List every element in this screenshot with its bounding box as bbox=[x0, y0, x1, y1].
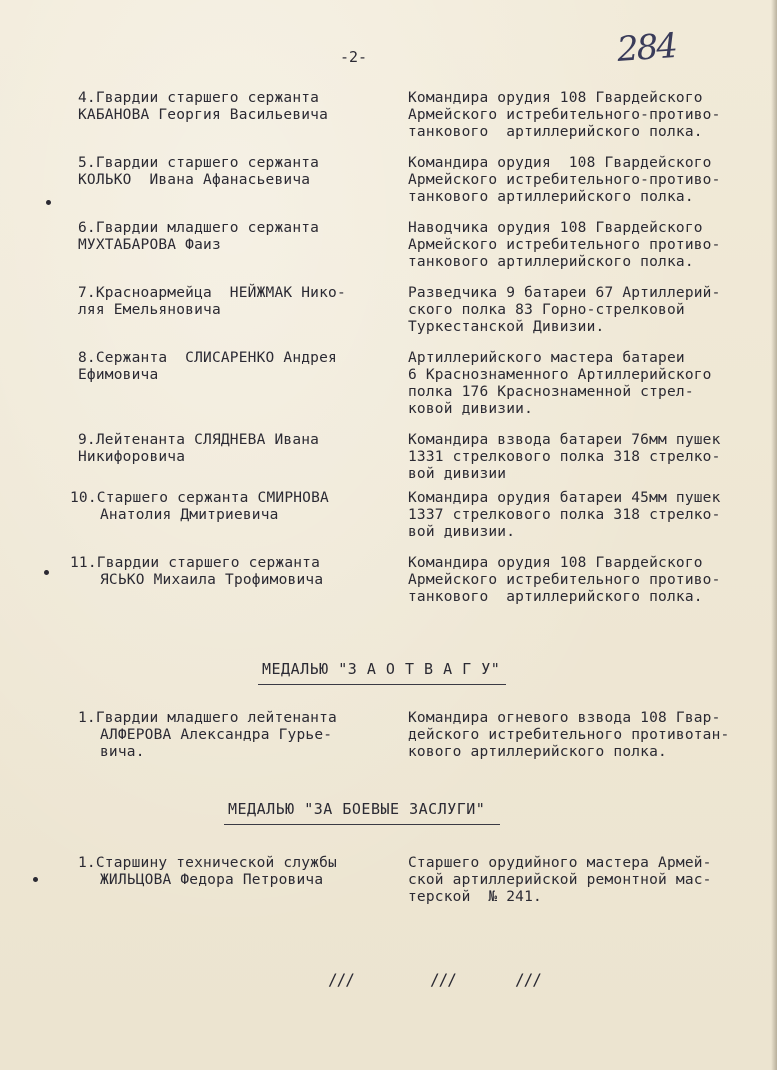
entry-11-post-line-3: танкового артиллерийского полка. bbox=[408, 589, 703, 605]
entry-9-name: Никифоровича bbox=[78, 449, 186, 465]
ink-mark bbox=[44, 570, 49, 575]
entry-8-post-line-4: ковой дивизии. bbox=[408, 401, 534, 417]
ink-mark bbox=[33, 877, 38, 882]
entry-6-name: МУХТАБАРОВА Фаиз bbox=[78, 237, 221, 253]
zaslugi-entry-1-name: ЖИЛЬЦОВА Федора Петровича bbox=[100, 872, 324, 888]
otvagu-entry-1-name-cont: вича. bbox=[100, 744, 145, 760]
end-mark: /// bbox=[430, 970, 456, 989]
entry-11-post-line-2: Армейского истребительного противо- bbox=[408, 572, 721, 588]
entry-5-post-line-1: Командира орудия 108 Гвардейского bbox=[408, 155, 712, 171]
entry-9-post-line-2: 1331 стрелкового полка 318 стрелко- bbox=[408, 449, 721, 465]
section-heading-zaslugi: МЕДАЛЬЮ "ЗА БОЕВЫЕ ЗАСЛУГИ" bbox=[228, 800, 486, 818]
entry-6-rank: 6.Гвардии младшего сержанта bbox=[78, 220, 320, 236]
entry-10-post-line-3: вой дивизии. bbox=[408, 524, 516, 540]
entry-9-post-line-1: Командира взвода батареи 76мм пушек bbox=[408, 432, 721, 448]
entry-4-name: КАБАНОВА Георгия Васильевича bbox=[78, 107, 329, 123]
otvagu-entry-1-rank: 1.Гвардии младшего лейтенанта bbox=[78, 710, 337, 726]
entry-7-name: ляя Емельяновича bbox=[78, 302, 221, 318]
entry-10-post-line-1: Командира орудия батареи 45мм пушек bbox=[408, 490, 721, 506]
entry-6-post-line-3: танкового артиллерийского полка. bbox=[408, 254, 694, 270]
entry-11-name: ЯСЬКО Михаила Трофимовича bbox=[100, 572, 324, 588]
entry-7-post-line-1: Разведчика 9 батареи 67 Артиллерий- bbox=[408, 285, 721, 301]
heading-underline bbox=[258, 684, 506, 685]
zaslugi-entry-1-post-line-2: ской артиллерийской ремонтной мас- bbox=[408, 872, 712, 888]
entry-6-post-line-1: Наводчика орудия 108 Гвардейского bbox=[408, 220, 703, 236]
entry-5-name: КОЛЬКО Ивана Афанасьевича bbox=[78, 172, 311, 188]
otvagu-entry-1-post-line-1: Командира огневого взвода 108 Гвар- bbox=[408, 710, 721, 726]
otvagu-entry-1-post-line-3: кового артиллерийского полка. bbox=[408, 744, 667, 760]
entry-9-post-line-3: вой дивизии bbox=[408, 466, 507, 482]
entry-7-post-line-2: ского полка 83 Горно-стрелковой bbox=[408, 302, 685, 318]
entry-6-post-line-2: Армейского истребительного противо- bbox=[408, 237, 721, 253]
otvagu-entry-1-name: АЛФЕРОВА Александра Гурье- bbox=[100, 727, 333, 743]
entry-5-rank: 5.Гвардии старшего сержанта bbox=[78, 155, 320, 171]
zaslugi-entry-1-post-line-3: терской № 241. bbox=[408, 889, 542, 905]
entry-7-rank: 7.Красноармейца НЕЙЖМАК Нико- bbox=[78, 285, 346, 301]
entry-8-name: Ефимовича bbox=[78, 367, 159, 383]
entry-8-post-line-3: полка 176 Краснознаменной стрел- bbox=[408, 384, 694, 400]
zaslugi-entry-1-post-line-1: Старшего орудийного мастера Армей- bbox=[408, 855, 712, 871]
end-mark: /// bbox=[515, 970, 541, 989]
heading-underline bbox=[224, 824, 500, 825]
page-number: -2- bbox=[340, 48, 368, 66]
entry-5-post-line-3: танкового артиллерийского полка. bbox=[408, 189, 694, 205]
entry-10-rank: 10.Старшего сержанта СМИРНОВА bbox=[70, 490, 329, 506]
entry-11-post-line-1: Командира орудия 108 Гвардейского bbox=[408, 555, 703, 571]
entry-8-post-line-2: 6 Краснознаменного Артиллерийского bbox=[408, 367, 712, 383]
zaslugi-entry-1-rank: 1.Старшину технической службы bbox=[78, 855, 337, 871]
entry-4-post-line-1: Командира орудия 108 Гвардейского bbox=[408, 90, 703, 106]
otvagu-entry-1-post-line-2: дейского истребительного противотан- bbox=[408, 727, 730, 743]
entry-4-rank: 4.Гвардии старшего сержанта bbox=[78, 90, 320, 106]
entry-11-rank: 11.Гвардии старшего сержанта bbox=[70, 555, 321, 571]
entry-7-post-line-3: Туркестанской Дивизии. bbox=[408, 319, 605, 335]
end-mark: /// bbox=[328, 970, 354, 989]
entry-8-post-line-1: Артиллерийского мастера батареи bbox=[408, 350, 685, 366]
entry-10-name: Анатолия Дмитриевича bbox=[100, 507, 279, 523]
entry-8-rank: 8.Сержанта СЛИСАРЕНКО Андрея bbox=[78, 350, 337, 366]
entry-5-post-line-2: Армейского истребительного-противо- bbox=[408, 172, 721, 188]
ink-mark bbox=[46, 200, 51, 205]
entry-9-rank: 9.Лейтенанта СЛЯДНЕВА Ивана bbox=[78, 432, 320, 448]
entry-4-post-line-2: Армейского истребительного-противо- bbox=[408, 107, 721, 123]
entry-10-post-line-2: 1337 стрелкового полка 318 стрелко- bbox=[408, 507, 721, 523]
entry-4-post-line-3: танкового артиллерийского полка. bbox=[408, 124, 703, 140]
handwritten-page-number: 284 bbox=[615, 25, 678, 71]
section-heading-otvagu: МЕДАЛЬЮ "З А О Т В А Г У" bbox=[262, 660, 501, 678]
page-edge-shadow bbox=[771, 0, 777, 1070]
